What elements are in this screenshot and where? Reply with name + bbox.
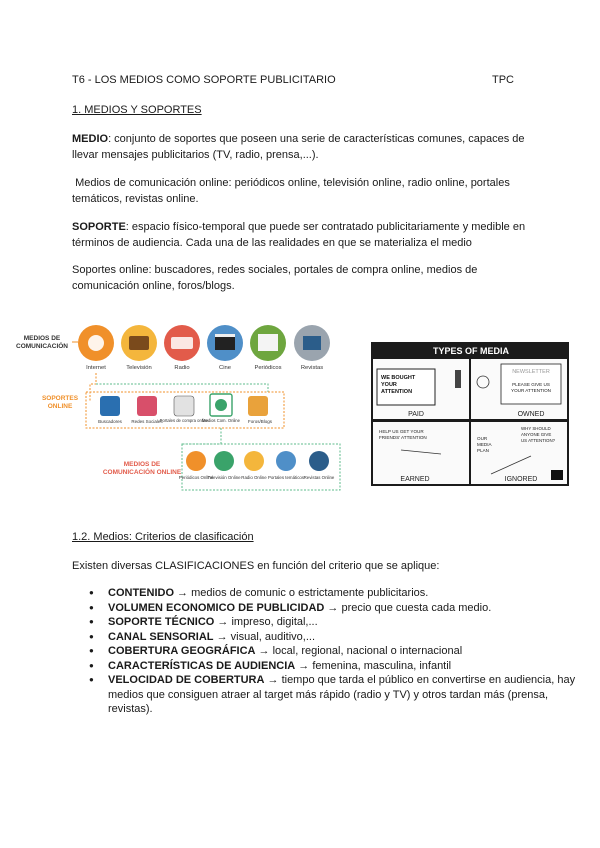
soporte-label-portales: Portales de compra online: [159, 418, 209, 423]
owned-head: NEWSLETTER: [512, 369, 550, 375]
criteria-term: SOPORTE TÉCNICO: [108, 616, 215, 628]
soporte-label-buscadores: Buscadores: [98, 419, 122, 424]
media-label-television: Televisión: [126, 365, 152, 371]
soporte-label-redes: Redes Sociales: [131, 419, 163, 424]
media-icon-cine: [207, 325, 243, 371]
ignored-label: IGNORED: [504, 476, 538, 483]
online-label-portales: Portales temáticos: [267, 475, 305, 480]
clasificaciones-intro: Existen diversas CLASIFICACIONES en función del criterio que se aplique:: [72, 560, 440, 572]
online-icon-portales: [268, 451, 305, 480]
medio-definition: [72, 131, 532, 163]
diagram-label-medios-2: COMUNICACIÓN: [16, 343, 68, 350]
list-item: [108, 601, 578, 616]
media-icon-television: [121, 325, 157, 371]
online-label-periodicos: Periódicos Online: [178, 475, 214, 480]
plan-text-3: PLAN: [477, 448, 490, 453]
earned-label: EARNED: [400, 476, 430, 483]
criteria-list: [72, 586, 578, 717]
criteria-text: → precio que cuesta cada medio.: [324, 601, 492, 614]
section-heading-medios-soportes: 1. MEDIOS Y SOPORTES: [72, 104, 202, 116]
paid-label: PAID: [408, 411, 424, 418]
criteria-term: CANAL SENSORIAL: [108, 630, 214, 643]
criteria-text: → femenina, masculina, infantil: [295, 659, 452, 672]
soporte-label-foros: Foros/Blogs: [247, 419, 273, 424]
soporte-definition: [72, 219, 532, 251]
soporte-icon-medios-online: [202, 394, 241, 423]
media-diagram: [10, 318, 342, 496]
owned-text-2: YOUR ATTENTION: [511, 388, 551, 393]
owned-label: OWNED: [517, 411, 545, 418]
criteria-text: → tiempo que tarda el público en convertirse en audiencia, hay medios que consiguen atraer al target más rápido (radio y TV) y otros tardan más (prensa, revistas).: [108, 674, 576, 715]
medios-online-paragraph: Medios de comunicación online: periódicos online, televisión online, radio online, portales temáticos, revistas online.: [72, 177, 513, 205]
criteria-text: → local, regional, nacional o internacional: [255, 645, 463, 657]
online-label-revistas: Revistas Online: [303, 475, 335, 480]
media-icon-radio: [164, 325, 200, 371]
criteria-term: VELOCIDAD DE COBERTURA: [108, 674, 265, 686]
media-label-internet: Internet: [86, 365, 106, 371]
section-heading-criterios: 1.2. Medios: Criterios de clasificación: [72, 531, 254, 543]
soporte-icon-buscadores: [98, 396, 123, 424]
soporte-label-medios-online: Medios Com. Online: [202, 418, 240, 423]
diagram-label-soportes-1: SOPORTES: [41, 395, 79, 402]
plan-text-1: OUR: [477, 436, 488, 441]
criteria-term: CONTENIDO: [108, 587, 174, 599]
diagram-label-medios-online-2: COMUNICACIÓN ONLINE: [102, 469, 182, 476]
soporte-def: : espacio físico-temporal que puede ser contratado publicitariamente y medible en términos de audiencia. Cada una de las realidades en que se materializa el medio: [72, 221, 526, 249]
criteria-term: COBERTURA GEOGRÁFICA: [108, 645, 256, 657]
page-title: T6 - LOS MEDIOS COMO SOPORTE PUBLICITARIO: [72, 74, 336, 86]
criteria-term: CARACTERÍSTICAS DE AUDIENCIA: [108, 659, 296, 672]
media-icon-revistas: [294, 325, 330, 371]
online-icon-revistas: [304, 451, 335, 480]
online-icon-television: [207, 451, 241, 480]
criteria-term: VOLUMEN ECONOMICO DE PUBLICIDAD: [108, 601, 325, 614]
course-tag: TPC: [492, 74, 514, 86]
medio-def: : conjunto de soportes que poseen una serie de características comunes, capaces de llevar mensajes publicitarios (TV, radio, prensa,...).: [72, 133, 525, 161]
media-label-revistas: Revistas: [300, 365, 324, 371]
soporte-icon-redes-sociales: [131, 396, 163, 424]
ignored-text-2: ANYONE GIVE: [521, 432, 552, 437]
list-item: [108, 673, 578, 717]
soportes-online-paragraph: Soportes online: buscadores, redes sociales, portales de compra online, medios de comunicación online, foros/blogs.: [72, 264, 478, 292]
online-icon-radio: [241, 451, 267, 480]
earned-text-1: HELP US GET YOUR: [379, 429, 424, 434]
paid-text-2: YOUR: [381, 382, 397, 388]
soporte-term: SOPORTE: [72, 221, 126, 233]
types-of-media-image: [371, 342, 569, 486]
diagram-label-soportes-2: ONLINE: [47, 403, 73, 410]
media-label-periodicos: Periódicos: [254, 365, 282, 371]
list-item: [108, 630, 578, 645]
ignored-text-3: US ATTENTION?: [521, 438, 556, 443]
soporte-icon-foros-blogs: [248, 396, 273, 424]
criteria-text: → visual, auditivo,...: [213, 630, 316, 643]
paid-text-1: WE BOUGHT: [381, 375, 416, 381]
types-title: TYPES OF MEDIA: [432, 346, 510, 356]
list-item: [108, 615, 578, 630]
list-item: [108, 644, 578, 659]
list-item: [108, 659, 578, 674]
owned-text-1: PLEASE GIVE US: [512, 382, 550, 387]
criteria-text: → medios de comunic o estrictamente publicitarios.: [174, 587, 429, 599]
plan-text-2: MEDIA: [477, 442, 492, 447]
list-item: [108, 586, 578, 601]
online-label-radio: Radio Online: [241, 475, 267, 480]
ignored-text-1: WHY SHOULD: [521, 426, 551, 431]
media-icon-periodicos: [250, 325, 286, 371]
media-label-cine: Cine: [219, 365, 231, 371]
medio-term: MEDIO: [72, 133, 109, 145]
diagram-label-medios-online-1: MEDIOS DE: [123, 461, 161, 468]
paid-text-3: ATTENTION: [381, 389, 413, 395]
earned-text-2: FRIENDS' ATTENTION: [379, 435, 427, 440]
diagram-label-medios-1: MEDIOS DE: [23, 335, 61, 342]
media-icon-internet: [78, 325, 114, 371]
online-label-television: Televisión Online: [207, 475, 241, 480]
media-label-radio: Radio: [174, 365, 190, 371]
criteria-text: → impreso, digital,...: [214, 616, 318, 628]
